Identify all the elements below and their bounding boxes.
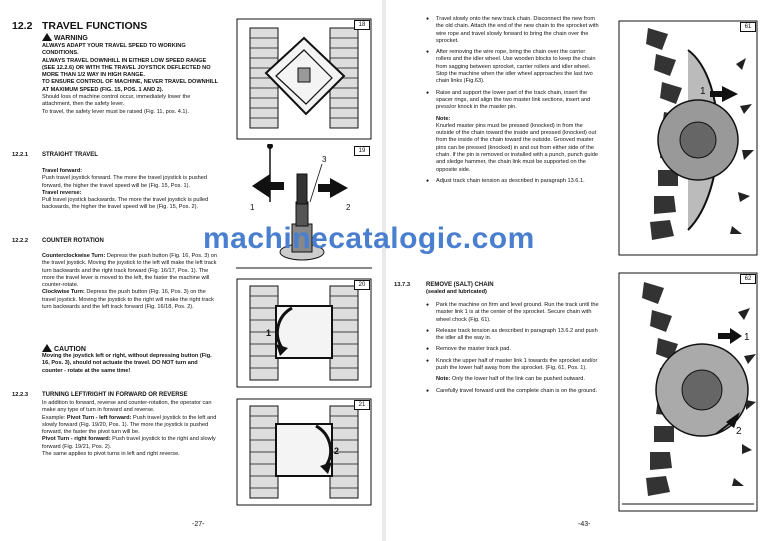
- caution-label-text: CAUTION: [54, 346, 86, 353]
- pivot-left-head: Pivot Turn - left forward:: [66, 414, 132, 421]
- warning-label-text: WARNING: [54, 35, 88, 42]
- section-number: 12.2: [12, 20, 33, 32]
- counter-rotation-text: [42, 253, 218, 311]
- subsection-title: TURNING LEFT/RIGHT IN FORWARD OR REVERSE: [42, 392, 188, 398]
- turning-text: [42, 400, 218, 458]
- list-item: ● Park the machine on firm and level ground. Run the track until the master link 1 is at the center of the sprocket. Secure chain with wheel chock (Fig. 61).: [426, 302, 602, 324]
- list-item: ● Adjust track chain tension as described in paragraph 13.6.1.: [426, 178, 602, 185]
- forward-head: Travel forward:: [42, 168, 83, 174]
- turning-tail: The same applies to pivot turns in left and right reverse.: [42, 451, 180, 458]
- procedure-list: [426, 16, 602, 189]
- caution-triangle-icon: [42, 344, 52, 352]
- note-text: Knurled master pins must be pressed (knocked) in from the outside of the chain toward the inside and pressed (knocked) out from the inside of the chain toward the outside. Grooved master pins can be pressed (knocked) in and out from either side of the chain. If the pin is removed or installed with a punch, punch guide and sledge hammer, the chain link must be supported on the opposite side.: [436, 122, 599, 173]
- subsection-subtitle: (sealed and lubricated): [426, 289, 487, 295]
- pivot-right-head: Pivot Turn - right forward:: [42, 436, 111, 443]
- sprocket-master-link-illustration: [618, 20, 758, 256]
- warning-label: [42, 33, 88, 42]
- subsection-number: 12.2.2: [12, 238, 29, 244]
- warning-text: [42, 43, 218, 116]
- watermark: machinecatalogic.com: [203, 222, 535, 255]
- ccw-text: Depress the push button (Fig. 16, Pos. 3) on the travel joystick. Moving the joystick to the left will make the left track turn backwards and the right track forward (Fig. 16/17, Pos. 1). The more the travel lever is moved to the left, the faster the machine will counter-rotate.: [42, 253, 217, 289]
- reverse-text: Pull travel joystick backwards. The more the travel joystick is pulled backwards, the higher the travel speed will be (Fig. 15, Pos. 2).: [42, 197, 209, 211]
- svg-text:1: 1: [700, 86, 706, 97]
- warning-line: ALWAYS ADAPT YOUR TRAVEL SPEED TO WORKING CONDITIONS.: [42, 43, 186, 57]
- note-block: [426, 116, 602, 174]
- warning-line: TO ENSURE CONTROL OF MACHINE, NEVER TRAVEL DOWNHILL AT MAXIMUM SPEED (FIG. 15, POS. 1 AND 2).: [42, 79, 219, 93]
- caution-label: [42, 344, 86, 353]
- list-item: ● Carefully travel forward until the complete chain is on the ground.: [426, 388, 602, 395]
- section-title: [12, 20, 147, 32]
- figure-21: [236, 398, 372, 506]
- list-item: ● Release track tension as described in paragraph 13.6.2 and push the idler all the way in.: [426, 328, 602, 343]
- straight-travel-text: [42, 168, 218, 212]
- figure-number: 20: [354, 280, 370, 290]
- reverse-head: Travel reverse:: [42, 189, 82, 196]
- sprocket-chain-removal-illustration: [618, 272, 758, 512]
- list-item: ● Remove the master track pad.: [426, 346, 602, 353]
- subsection-title: REMOVE (SALT) CHAIN: [426, 282, 494, 288]
- figure-18: [236, 18, 372, 140]
- figure-number: 62: [740, 274, 756, 284]
- svg-text:2: 2: [334, 446, 340, 456]
- warning-after2: To travel, the safety lever must be raised (Fig. 11, pos. 4.1).: [42, 108, 189, 115]
- subsection-title: COUNTER ROTATION: [42, 238, 104, 244]
- svg-text:3: 3: [322, 155, 327, 164]
- figure-number: 21: [354, 400, 370, 410]
- figure-62: [618, 272, 758, 512]
- cw-text: Depress the push button (Fig. 16, Pos. 3) on the travel joystick. Moving the joystick to the right will make the right track turn backwards and the left track forward (Fig. 16/18, Pos. 2).: [42, 289, 214, 311]
- example-label: Example:: [42, 414, 67, 421]
- list-item: ● After removing the wire rope, bring the chain over the carrier rollers and the idler wheel. Use wooden blocks to keep the chain from sagging between sprocket, carrier rollers and idler wheel. Stop the machine when the idler wheel approaches the last two chain links (Fig.63).: [426, 49, 602, 85]
- forward-text: Push travel joystick forward. The more the travel joystick is pushed forward, the higher the travel speed will be (Fig. 15, Pos. 1).: [42, 175, 207, 189]
- figure-20: [236, 278, 372, 388]
- list-item: ● Knock the upper half of master link 1 towards the sprocket and/or push the lower half away from the sprocket. (Fig. 61, Pos. 1).: [426, 358, 602, 373]
- page-number: -43-: [578, 521, 591, 528]
- ccw-head: Counterclockwise Turn:: [42, 253, 106, 259]
- subsection-number: 12.2.3: [12, 392, 29, 398]
- list-item: ● Travel slowly onto the new track chain. Disconnect the new from the old chain. Attach the end of the new chain to the sprocket with wire rope and travel slowly forward to bring the chain over the sprocket.: [426, 16, 602, 45]
- note-head: Note:: [436, 376, 451, 383]
- warning-triangle-icon: [42, 33, 52, 41]
- figure-61: [618, 20, 758, 256]
- subsection-title: STRAIGHT TRAVEL: [42, 152, 98, 158]
- svg-text:1: 1: [250, 203, 255, 212]
- note-text: Only the lower half of the link can be pushed outward.: [450, 376, 585, 383]
- remove-chain-list: [426, 302, 602, 399]
- list-item: ● Raise and support the lower part of the track chain, insert the spacer rings, and align the two master link sections, insert and press/or knock in the master pin.: [426, 90, 602, 112]
- page-number: -27-: [192, 521, 205, 528]
- turning-intro: In addition to forward, reverse and counter-rotation, the operator can make any type of turn in forward and reverse.: [42, 400, 212, 414]
- pivot-turn-left-illustration: [236, 278, 372, 388]
- right-page: [384, 0, 768, 541]
- note-head: Note:: [436, 115, 451, 122]
- warning-after: Should loss of machine control occur, immediately lower the attachment, then the safety lever.: [42, 94, 191, 108]
- svg-text:2: 2: [346, 203, 351, 212]
- warning-line: ALWAYS TRAVEL DOWNHILL IN EITHER LOW SPEED RANGE (SEE 12.2.6) OR WITH THE TRAVEL JOYSTICK DEFLECTED NO MORE THAN 1/2 WAY IN HIGH RANGE.: [42, 57, 211, 79]
- subsection-number: 13.7.3: [394, 282, 411, 288]
- cw-head: Clockwise Turn:: [42, 289, 85, 296]
- svg-text:2: 2: [736, 426, 742, 437]
- figure-number: 61: [740, 22, 756, 32]
- figure-number: 19: [354, 146, 370, 156]
- caution-text: Moving the joystick left or right, without depressing button (Fig. 16, Pos. 3), should not actuate the travel. DO NOT turn and counter - rotate at the same time!: [42, 353, 212, 374]
- pivot-right-text: Push travel joystick to the right and slowly forward (Fig. 19/21, Pos. 2).: [42, 436, 216, 450]
- svg-text:1: 1: [744, 332, 750, 343]
- note-block: [426, 376, 602, 383]
- pivot-left-text: Push travel joystick to the left and slowly forward (Fig. 19/20, Pos. 1). The more the joystick is pushed forward, the faster the pivot turn will be.: [42, 414, 217, 436]
- svg-text:1: 1: [266, 328, 272, 338]
- subsection-number: 12.2.1: [12, 152, 29, 158]
- pivot-turn-right-illustration: [236, 398, 372, 506]
- excavator-top-view-illustration: [236, 18, 372, 140]
- section-title-text: TRAVEL FUNCTIONS: [42, 20, 148, 32]
- figure-number: 18: [354, 20, 370, 30]
